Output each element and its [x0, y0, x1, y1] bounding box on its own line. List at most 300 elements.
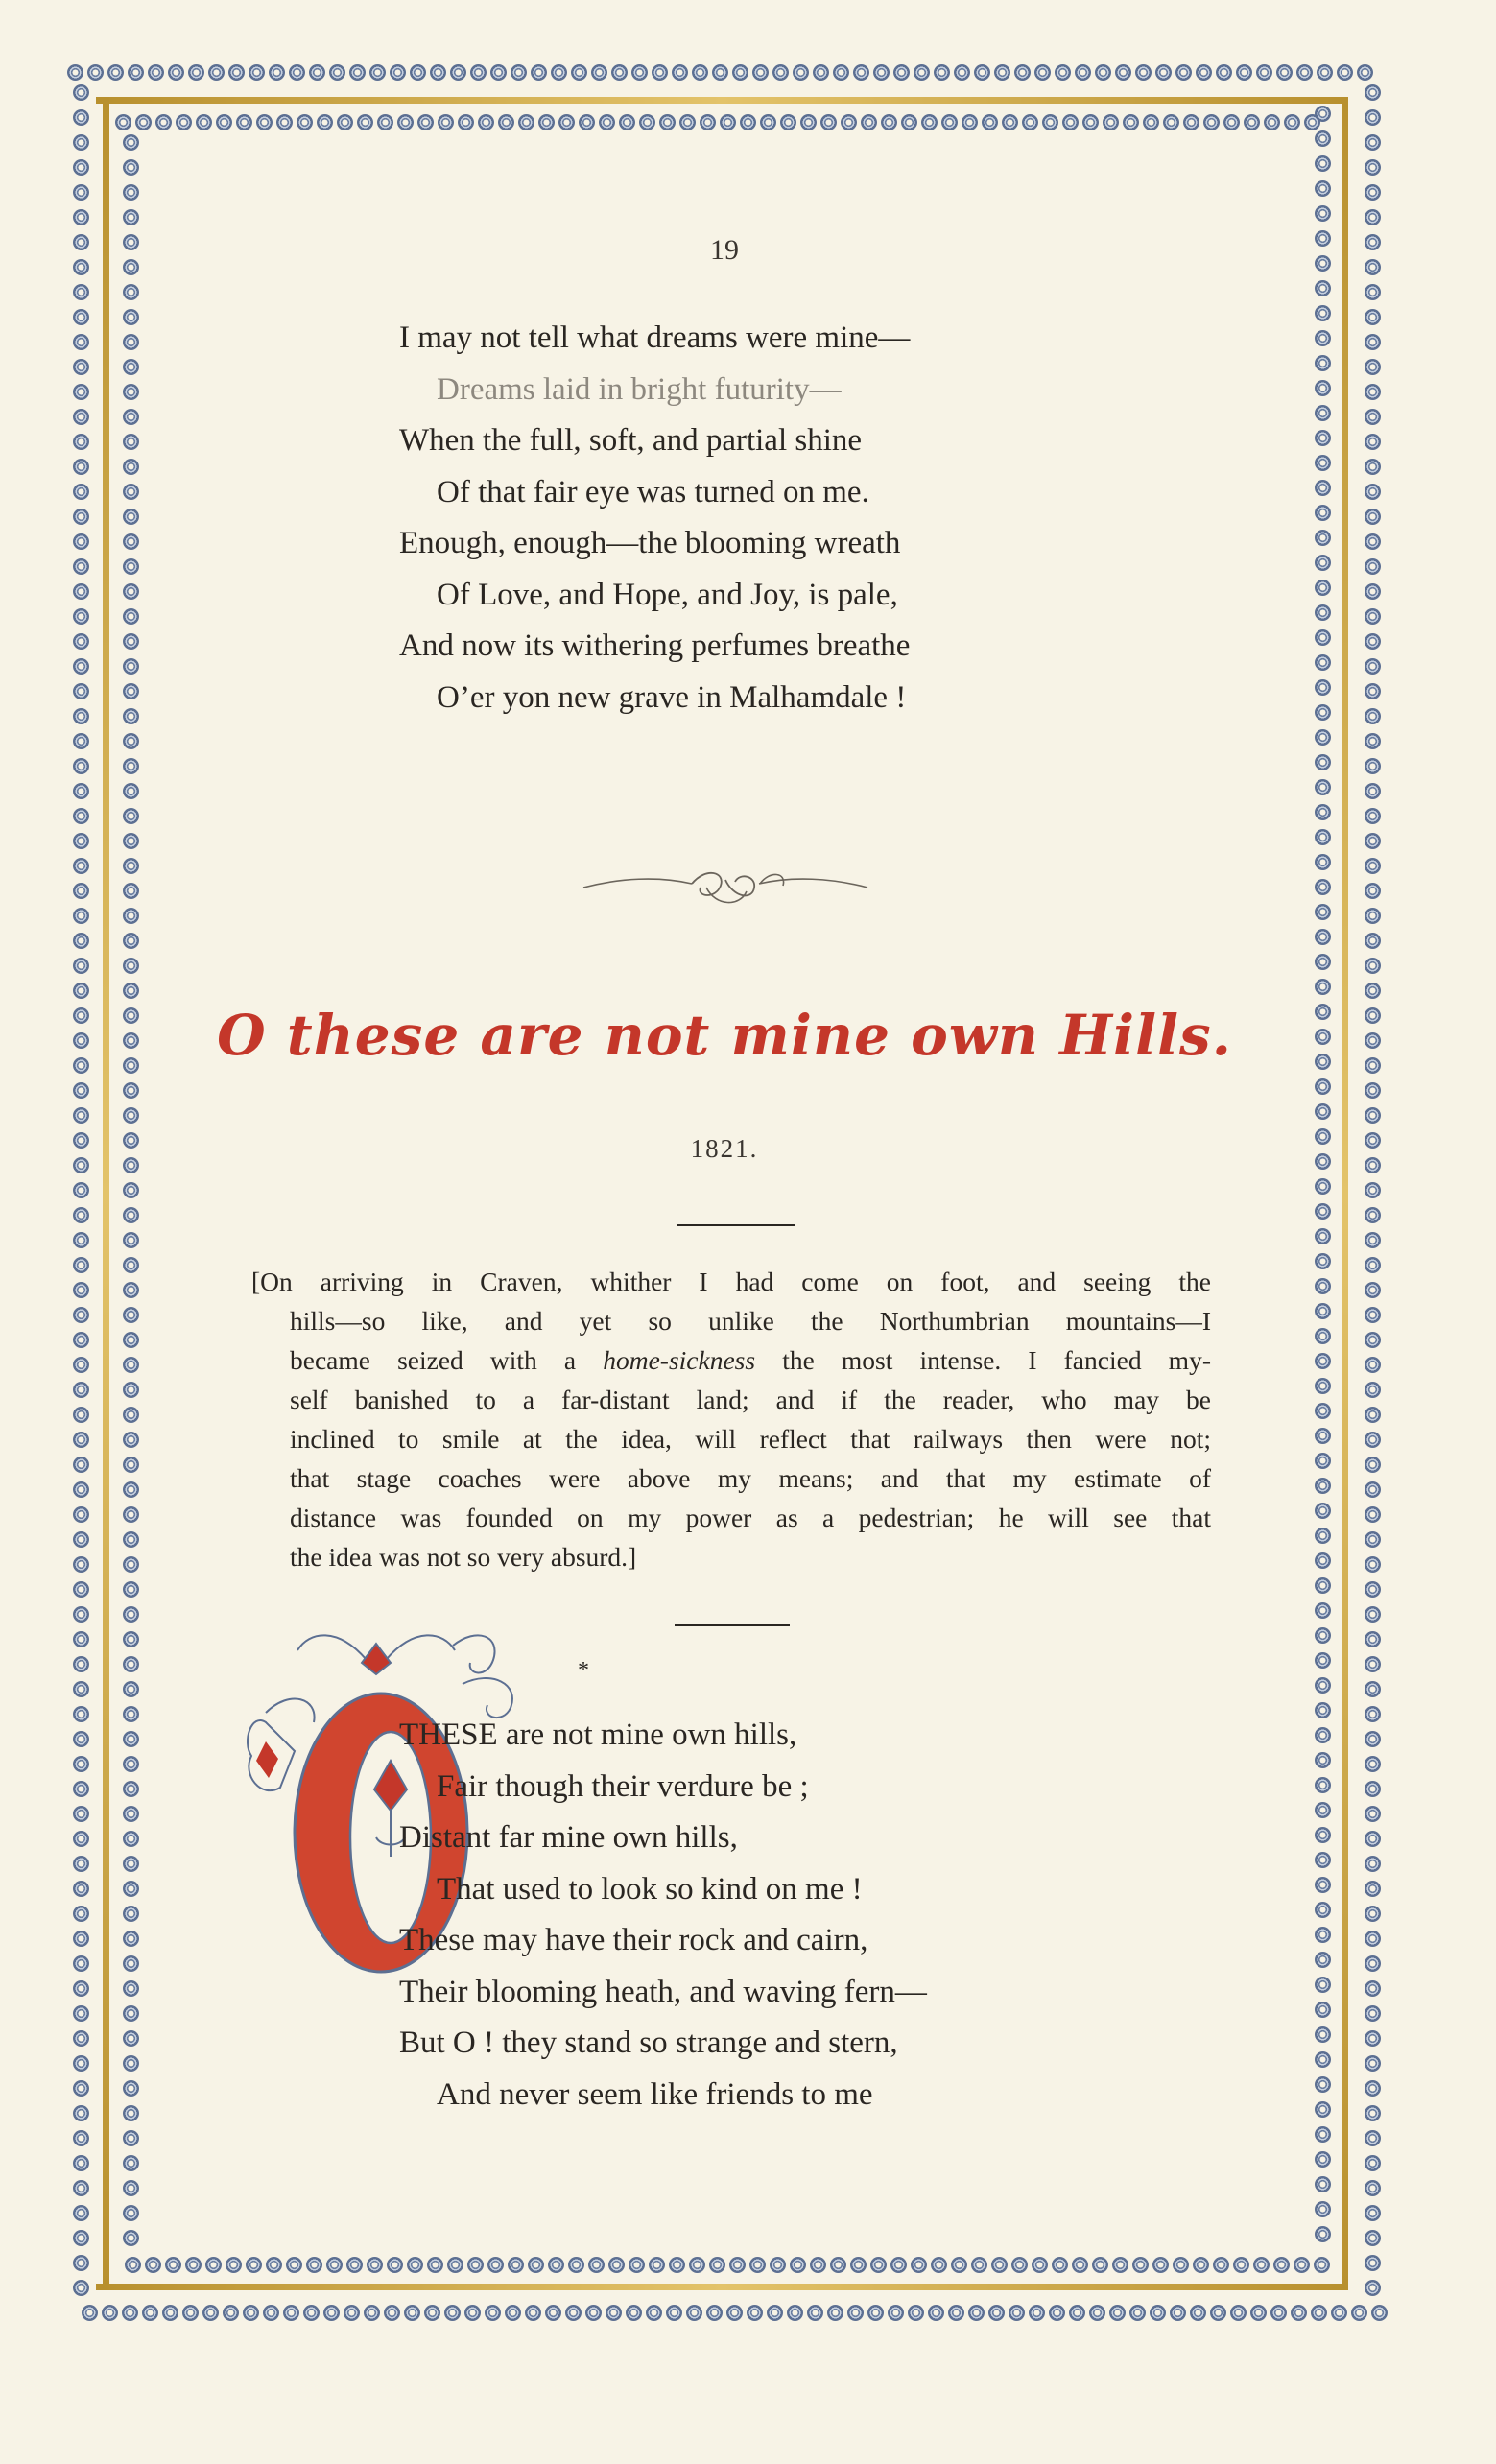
- border-bead: [123, 134, 139, 151]
- border-bead: [1365, 1082, 1381, 1099]
- border-bead: [387, 2257, 403, 2273]
- border-bead: [1365, 334, 1381, 350]
- border-bead: [123, 1257, 139, 1273]
- border-bead: [1365, 1756, 1381, 1772]
- border-bead: [123, 1232, 139, 1248]
- border-bead: [528, 2257, 544, 2273]
- border-bead: [1315, 679, 1331, 696]
- border-bead: [266, 2257, 282, 2273]
- border-bead: [1365, 134, 1381, 151]
- border-bead: [243, 2305, 259, 2321]
- border-bead: [73, 309, 89, 325]
- border-beads-bottom-outer: [82, 2303, 1401, 2324]
- border-bead: [337, 114, 353, 130]
- border-bead: [73, 1980, 89, 1997]
- border-bead: [73, 783, 89, 799]
- border-bead: [1365, 509, 1381, 525]
- border-bead: [73, 1082, 89, 1099]
- border-bead: [1365, 384, 1381, 400]
- border-bead: [1230, 2305, 1247, 2321]
- border-bead: [1170, 2305, 1186, 2321]
- border-bead: [123, 2205, 139, 2221]
- border-bead: [712, 64, 728, 81]
- border-bead: [1315, 330, 1331, 346]
- border-bead: [269, 64, 285, 81]
- border-bead: [749, 2257, 766, 2273]
- border-bead: [1315, 1602, 1331, 1619]
- border-bead: [1315, 2226, 1331, 2242]
- border-bead: [1196, 64, 1212, 81]
- border-bead: [1315, 779, 1331, 795]
- border-bead: [841, 114, 857, 130]
- border-bead: [123, 933, 139, 949]
- border-bead: [1315, 2201, 1331, 2217]
- border-beads-left-inner: [121, 134, 142, 2255]
- border-bead: [1103, 114, 1119, 130]
- border-bead: [73, 1232, 89, 1248]
- border-bead: [847, 2305, 864, 2321]
- gold-rule-top: [96, 97, 1348, 104]
- border-bead: [971, 2257, 987, 2273]
- border-bead: [1365, 1856, 1381, 1872]
- border-bead: [223, 2305, 239, 2321]
- border-bead: [73, 84, 89, 101]
- border-bead: [1365, 2180, 1381, 2196]
- border-bead: [123, 1980, 139, 1997]
- border-bead: [1315, 629, 1331, 646]
- border-bead: [968, 2305, 985, 2321]
- border-bead: [629, 2257, 645, 2273]
- border-bead: [73, 1906, 89, 1922]
- border-bead: [123, 1357, 139, 1373]
- border-bead: [1315, 1677, 1331, 1694]
- border-bead: [901, 114, 917, 130]
- border-bead: [123, 1307, 139, 1323]
- border-bead: [1315, 829, 1331, 845]
- border-bead: [1233, 2257, 1249, 2273]
- border-bead: [123, 1481, 139, 1498]
- border-bead: [1315, 1752, 1331, 1768]
- border-bead: [1315, 1902, 1331, 1918]
- border-bead: [73, 484, 89, 500]
- border-bead: [1365, 1606, 1381, 1623]
- verse-line: Of Love, and Hope, and Joy, is pale,: [437, 577, 898, 612]
- border-bead: [1315, 1253, 1331, 1269]
- border-bead: [289, 64, 305, 81]
- border-bead: [123, 1781, 139, 1797]
- border-bead: [921, 114, 938, 130]
- border-bead: [73, 808, 89, 824]
- border-bead: [317, 114, 333, 130]
- verse-line: That used to look so kind on me !: [437, 1871, 863, 1907]
- border-bead: [1315, 430, 1331, 446]
- border-bead: [672, 64, 688, 81]
- border-bead: [73, 2230, 89, 2246]
- border-bead: [1365, 109, 1381, 126]
- border-bead: [1365, 1257, 1381, 1273]
- border-bead: [833, 64, 849, 81]
- border-bead: [115, 114, 131, 130]
- border-bead: [123, 2230, 139, 2246]
- border-bead: [659, 114, 676, 130]
- page-number: 19: [710, 234, 739, 266]
- border-bead: [1250, 2305, 1267, 2321]
- border-bead: [1365, 683, 1381, 699]
- border-bead: [518, 114, 534, 130]
- border-bead: [73, 1556, 89, 1573]
- border-bead: [1042, 114, 1058, 130]
- border-bead: [123, 1531, 139, 1548]
- border-bead: [123, 2180, 139, 2196]
- border-bead: [1315, 729, 1331, 746]
- border-bead: [1002, 114, 1018, 130]
- border-bead: [326, 2257, 343, 2273]
- border-bead: [861, 114, 877, 130]
- border-bead: [729, 2257, 746, 2273]
- border-bead: [73, 2180, 89, 2196]
- border-bead: [123, 2080, 139, 2097]
- border-bead: [1365, 409, 1381, 425]
- note-line: became seized with a home-sickness the most intense. I fancied my-: [290, 1345, 1211, 1375]
- border-bead: [1183, 114, 1199, 130]
- border-beads-top-inner: [115, 112, 1334, 133]
- border-bead: [73, 1307, 89, 1323]
- verse-line: Fair though their verdure be ;: [437, 1768, 809, 1804]
- border-bead: [1365, 758, 1381, 774]
- border-bead: [123, 1731, 139, 1747]
- border-bead: [427, 2257, 443, 2273]
- border-bead: [73, 334, 89, 350]
- border-bead: [646, 2305, 662, 2321]
- border-bead: [123, 808, 139, 824]
- border-bead: [73, 2255, 89, 2271]
- border-bead: [652, 64, 668, 81]
- border-bead: [1365, 933, 1381, 949]
- border-bead: [123, 1282, 139, 1298]
- border-bead: [123, 658, 139, 675]
- note-line: that stage coaches were above my means; and that my estimate of: [290, 1463, 1211, 1493]
- border-bead: [1264, 114, 1280, 130]
- border-bead: [1315, 405, 1331, 421]
- note-line: self banished to a far-distant land; and if the reader, who may be: [290, 1385, 1211, 1414]
- border-bead: [73, 2280, 89, 2296]
- border-bead: [73, 184, 89, 201]
- border-bead: [1315, 2051, 1331, 2068]
- border-bead: [123, 1082, 139, 1099]
- border-bead: [205, 2257, 222, 2273]
- border-bead: [283, 2305, 299, 2321]
- border-bead: [1315, 1278, 1331, 1294]
- border-bead: [447, 2257, 463, 2273]
- border-bead: [148, 64, 164, 81]
- border-bead: [73, 983, 89, 999]
- border-bead: [928, 2305, 944, 2321]
- border-bead: [123, 833, 139, 849]
- border-bead: [73, 2055, 89, 2072]
- border-bead: [123, 533, 139, 550]
- border-bead: [123, 1656, 139, 1672]
- border-bead: [1365, 708, 1381, 724]
- border-bead: [1315, 1353, 1331, 1369]
- border-bead: [73, 1357, 89, 1373]
- border-bead: [123, 683, 139, 699]
- border-bead: [73, 858, 89, 874]
- border-bead: [349, 64, 366, 81]
- border-bead: [1315, 1977, 1331, 1993]
- border-bead: [538, 114, 555, 130]
- verse-line: O’er yon new grave in Malhamdale !: [437, 679, 907, 715]
- border-bead: [1365, 1232, 1381, 1248]
- border-bead: [155, 114, 172, 130]
- border-bead: [478, 114, 494, 130]
- border-bead: [1315, 1852, 1331, 1868]
- border-bead: [1190, 2305, 1206, 2321]
- border-bead: [286, 2257, 302, 2273]
- border-bead: [1009, 2305, 1025, 2321]
- border-beads-left-outer: [71, 84, 92, 2310]
- border-bead: [123, 908, 139, 924]
- border-bead: [1315, 2176, 1331, 2192]
- border-bead: [548, 2257, 564, 2273]
- border-bead: [1075, 64, 1091, 81]
- border-bead: [125, 2257, 141, 2273]
- border-bead: [123, 633, 139, 650]
- border-bead: [1072, 2257, 1088, 2273]
- border-bead: [1294, 2257, 1310, 2273]
- poem-title: O these are not mine own Hills.: [217, 1003, 1232, 1068]
- border-bead: [123, 1506, 139, 1523]
- border-bead: [123, 2155, 139, 2171]
- border-bead: [1314, 2257, 1330, 2273]
- gold-rule-bottom: [96, 2284, 1348, 2290]
- border-bead: [202, 2305, 219, 2321]
- border-bead: [1315, 2026, 1331, 2043]
- note-line: hills—so like, and yet so unlike the Northumbrian mountains—I: [290, 1306, 1211, 1336]
- border-bead: [908, 2305, 924, 2321]
- border-bead: [404, 2305, 420, 2321]
- border-bead: [123, 2030, 139, 2047]
- border-bead: [123, 2005, 139, 2022]
- border-bead: [870, 2257, 887, 2273]
- border-bead: [67, 64, 83, 81]
- border-bead: [1253, 2257, 1270, 2273]
- border-bead: [994, 64, 1010, 81]
- border-bead: [1365, 1931, 1381, 1947]
- border-bead: [1143, 114, 1159, 130]
- border-bead: [525, 2305, 541, 2321]
- rule-above-note: [677, 1224, 795, 1226]
- border-bead: [73, 1257, 89, 1273]
- border-bead: [123, 484, 139, 500]
- border-bead: [107, 64, 124, 81]
- border-bead: [1315, 1203, 1331, 1220]
- border-bead: [1315, 1702, 1331, 1718]
- border-bead: [1129, 2305, 1146, 2321]
- border-bead: [73, 2130, 89, 2146]
- border-bead: [1213, 2257, 1229, 2273]
- border-bead: [1315, 1727, 1331, 1743]
- border-bead: [790, 2257, 806, 2273]
- border-bead: [881, 114, 897, 130]
- border-bead: [1315, 1528, 1331, 1544]
- border-bead: [216, 114, 232, 130]
- border-bead: [982, 114, 998, 130]
- border-bead: [123, 858, 139, 874]
- border-bead: [123, 1606, 139, 1623]
- border-bead: [73, 1182, 89, 1198]
- border-bead: [1365, 558, 1381, 575]
- border-bead: [123, 334, 139, 350]
- border-bead: [1276, 64, 1293, 81]
- note-line: the idea was not so very absurd.]: [290, 1542, 637, 1572]
- border-bead: [1315, 106, 1331, 122]
- border-bead: [1315, 1428, 1331, 1444]
- border-bead: [511, 64, 527, 81]
- border-bead: [1032, 2257, 1048, 2273]
- border-bead: [123, 159, 139, 176]
- border-bead: [176, 114, 192, 130]
- border-bead: [1365, 309, 1381, 325]
- border-bead: [890, 2257, 907, 2273]
- border-bead: [73, 1631, 89, 1647]
- border-bead: [1315, 455, 1331, 471]
- border-bead: [424, 2305, 440, 2321]
- border-bead: [1365, 184, 1381, 201]
- border-bead: [73, 708, 89, 724]
- border-bead: [893, 64, 910, 81]
- border-bead: [732, 64, 748, 81]
- border-bead: [1365, 2005, 1381, 2022]
- border-bead: [1365, 359, 1381, 375]
- gold-rule-left: [103, 97, 109, 2290]
- border-bead: [700, 114, 716, 130]
- border-bead: [73, 384, 89, 400]
- border-bead: [377, 114, 393, 130]
- border-bead: [123, 1906, 139, 1922]
- border-bead: [1315, 1303, 1331, 1319]
- border-bead: [1291, 2305, 1307, 2321]
- border-bead: [73, 209, 89, 225]
- border-bead: [73, 1481, 89, 1498]
- border-bead: [1315, 530, 1331, 546]
- border-bead: [73, 1656, 89, 1672]
- border-bead: [1109, 2305, 1126, 2321]
- border-bead: [666, 2305, 682, 2321]
- verse-line: I may not tell what dreams were mine—: [399, 320, 911, 355]
- border-bead: [772, 64, 789, 81]
- border-bead: [1365, 808, 1381, 824]
- border-bead: [1315, 305, 1331, 321]
- border-bead: [606, 2305, 622, 2321]
- border-bead: [344, 2305, 360, 2321]
- border-bead: [498, 114, 514, 130]
- border-bead: [256, 114, 273, 130]
- border-bead: [531, 64, 547, 81]
- border-bead: [73, 2030, 89, 2047]
- border-bead: [1365, 459, 1381, 475]
- border-bead: [1244, 114, 1260, 130]
- border-bead: [1315, 954, 1331, 970]
- border-bead: [123, 1631, 139, 1647]
- border-bead: [306, 2257, 322, 2273]
- border-bead: [639, 114, 655, 130]
- border-bead: [123, 1581, 139, 1598]
- border-bead: [760, 114, 776, 130]
- verse-line: Dreams laid in bright futurity—: [437, 371, 842, 407]
- border-bead: [123, 1681, 139, 1697]
- border-bead: [830, 2257, 846, 2273]
- border-bead: [1315, 1827, 1331, 1843]
- border-bead: [123, 1432, 139, 1448]
- border-bead: [686, 2305, 702, 2321]
- border-bead: [1365, 1531, 1381, 1548]
- border-bead: [123, 883, 139, 899]
- verse-line: These may have their rock and cairn,: [399, 1923, 868, 1957]
- border-bead: [123, 733, 139, 749]
- border-bead: [490, 64, 507, 81]
- border-bead: [867, 2305, 884, 2321]
- border-bead: [364, 2305, 380, 2321]
- border-bead: [73, 359, 89, 375]
- border-bead: [123, 758, 139, 774]
- flourish-ornament: [582, 859, 869, 912]
- border-bead: [182, 2305, 199, 2321]
- border-bead: [692, 64, 708, 81]
- border-bead: [123, 1955, 139, 1972]
- border-bead: [626, 2305, 642, 2321]
- border-bead: [73, 583, 89, 600]
- border-bead: [1315, 355, 1331, 371]
- border-bead: [1365, 858, 1381, 874]
- border-bead: [807, 2305, 823, 2321]
- border-bead: [329, 64, 345, 81]
- border-bead: [123, 1756, 139, 1772]
- border-bead: [787, 2305, 803, 2321]
- border-bead: [1365, 1681, 1381, 1697]
- border-bead: [1315, 205, 1331, 222]
- border-bead: [73, 509, 89, 525]
- border-bead: [1365, 1481, 1381, 1498]
- border-bead: [73, 1531, 89, 1548]
- border-bead: [1365, 2155, 1381, 2171]
- border-bead: [384, 2305, 400, 2321]
- border-bead: [1315, 904, 1331, 920]
- border-bead: [467, 2257, 484, 2273]
- border-bead: [709, 2257, 725, 2273]
- border-bead: [1095, 64, 1111, 81]
- border-bead: [208, 64, 225, 81]
- border-bead: [1365, 2130, 1381, 2146]
- border-bead: [73, 1856, 89, 1872]
- border-bead: [73, 109, 89, 126]
- border-bead: [123, 434, 139, 450]
- border-bead: [123, 1856, 139, 1872]
- border-beads-bottom-inner: [125, 2255, 1343, 2276]
- border-bead: [123, 2105, 139, 2121]
- border-bead: [1365, 1407, 1381, 1423]
- border-bead: [1365, 608, 1381, 625]
- border-bead: [962, 114, 978, 130]
- border-bead: [941, 114, 958, 130]
- border-bead: [73, 683, 89, 699]
- border-bead: [1029, 2305, 1045, 2321]
- border-bead: [720, 114, 736, 130]
- border-bead: [73, 1731, 89, 1747]
- border-bead: [165, 2257, 181, 2273]
- border-bead: [873, 64, 890, 81]
- border-bead: [1315, 1652, 1331, 1669]
- border-bead: [591, 64, 607, 81]
